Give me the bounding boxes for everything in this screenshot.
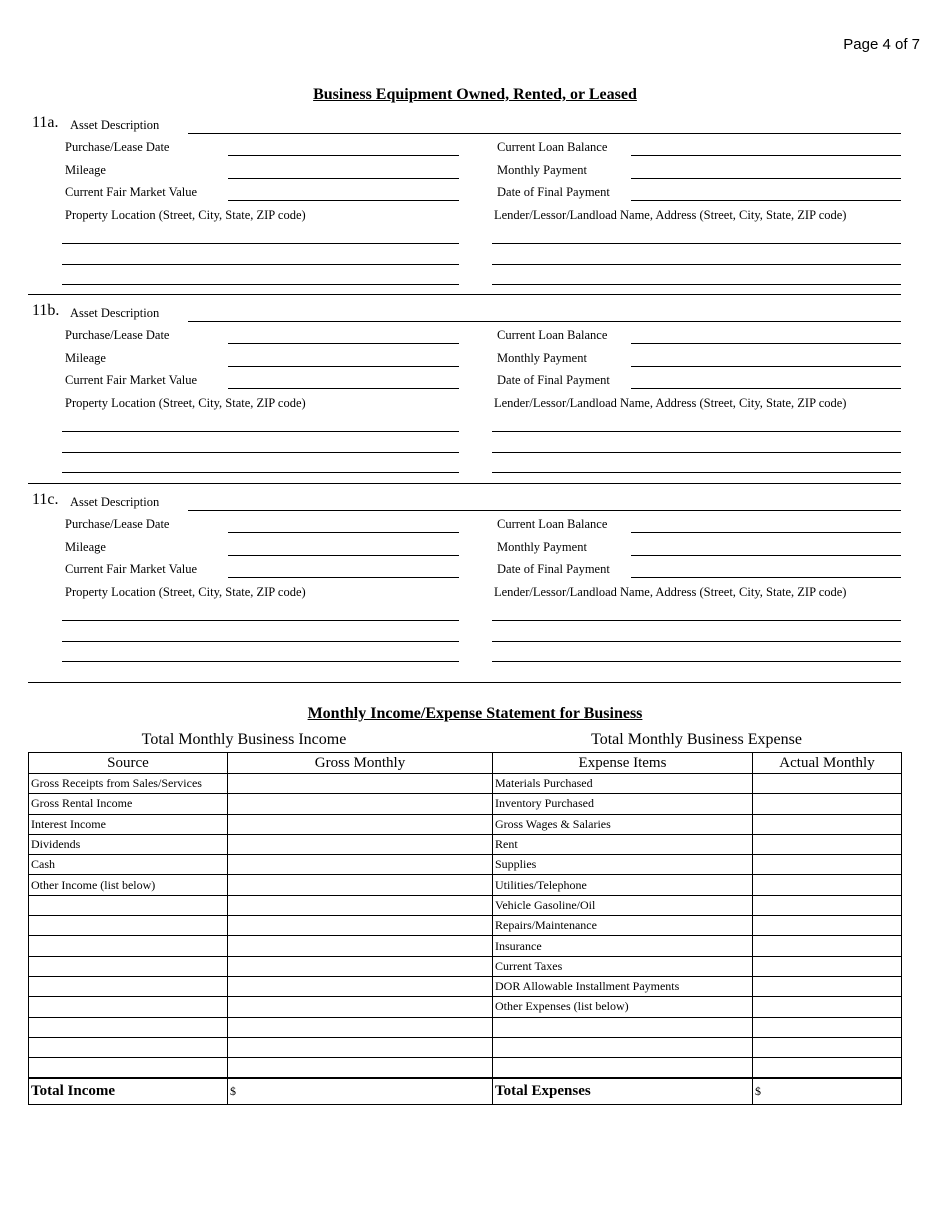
actual-monthly-cell[interactable] [753, 936, 902, 956]
actual-monthly-cell[interactable] [753, 895, 902, 915]
gross-monthly-cell[interactable] [228, 1037, 493, 1057]
source-cell: Cash [29, 855, 228, 875]
gross-monthly-cell[interactable] [228, 895, 493, 915]
date-final-payment-field[interactable] [631, 388, 901, 389]
monthly-payment-label: Monthly Payment [497, 540, 587, 554]
current-loan-balance-field[interactable] [631, 532, 901, 533]
property-location-label: Property Location (Street, City, State, ZIP code) [65, 208, 306, 222]
fair-market-value-field[interactable] [228, 577, 459, 578]
gross-monthly-cell[interactable] [228, 1017, 493, 1037]
date-final-payment-label: Date of Final Payment [497, 373, 610, 387]
lender-line-1[interactable] [492, 431, 901, 432]
table-row [29, 895, 902, 915]
expense-heading: Total Monthly Business Expense [591, 731, 802, 748]
mileage-field[interactable] [228, 178, 459, 179]
source-cell[interactable] [29, 976, 228, 996]
table-row [29, 1058, 902, 1079]
property-location-line-2[interactable] [62, 264, 459, 265]
property-location-line-2[interactable] [62, 641, 459, 642]
table-row [29, 875, 902, 895]
expense-item-cell: Insurance [493, 936, 753, 956]
fair-market-value-label: Current Fair Market Value [65, 562, 198, 576]
date-final-payment-field[interactable] [631, 577, 901, 578]
date-final-payment-label: Date of Final Payment [497, 185, 610, 199]
gross-monthly-cell[interactable] [228, 936, 493, 956]
source-cell[interactable] [29, 936, 228, 956]
source-cell[interactable] [29, 956, 228, 976]
lender-line-2[interactable] [492, 641, 901, 642]
expense-item-cell: Utilities/Telephone [493, 875, 753, 895]
income-expense-table [28, 752, 902, 1105]
expense-item-cell: Repairs/Maintenance [493, 916, 753, 936]
expense-item-cell[interactable] [493, 1058, 753, 1079]
source-cell[interactable] [29, 916, 228, 936]
section-divider [28, 682, 901, 683]
current-loan-balance-label: Current Loan Balance [497, 140, 608, 154]
gross-monthly-cell[interactable] [228, 774, 493, 794]
actual-monthly-cell[interactable] [753, 1058, 902, 1079]
mileage-label: Mileage [65, 163, 106, 177]
source-cell: Interest Income [29, 814, 228, 834]
monthly-payment-field[interactable] [631, 555, 901, 556]
gross-monthly-cell[interactable] [228, 834, 493, 854]
lender-line-3[interactable] [492, 472, 901, 473]
actual-monthly-cell[interactable] [753, 1017, 902, 1037]
lender-line-2[interactable] [492, 264, 901, 265]
table-row [29, 1017, 902, 1037]
table-row [29, 834, 902, 854]
source-cell: Other Income (list below) [29, 875, 228, 895]
source-cell[interactable] [29, 1058, 228, 1079]
asset-description-label: Asset Description [70, 495, 160, 509]
table-row [29, 936, 902, 956]
lender-line-2[interactable] [492, 452, 901, 453]
gross-monthly-cell[interactable] [228, 997, 493, 1017]
page-number: Page 4 of 7 [843, 36, 920, 53]
actual-monthly-cell[interactable] [753, 834, 902, 854]
expense-item-cell[interactable] [493, 1017, 753, 1037]
lender-line-3[interactable] [492, 661, 901, 662]
date-final-payment-label: Date of Final Payment [497, 562, 610, 576]
fair-market-value-label: Current Fair Market Value [65, 373, 198, 387]
current-loan-balance-label: Current Loan Balance [497, 517, 608, 531]
gross-monthly-cell[interactable] [228, 976, 493, 996]
expense-item-cell: Rent [493, 834, 753, 854]
actual-monthly-cell[interactable] [753, 1037, 902, 1057]
current-loan-balance-label: Current Loan Balance [497, 328, 608, 342]
mileage-field[interactable] [228, 366, 459, 367]
purchase-lease-date-label: Purchase/Lease Date [65, 140, 170, 154]
income-heading: Total Monthly Business Income [141, 731, 347, 748]
expense-item-cell: Gross Wages & Salaries [493, 814, 753, 834]
expense-item-cell: Vehicle Gasoline/Oil [493, 895, 753, 915]
actual-monthly-cell[interactable] [753, 794, 902, 814]
property-location-line-1[interactable] [62, 431, 459, 432]
actual-monthly-cell[interactable] [753, 997, 902, 1017]
asset-description-field[interactable] [188, 510, 901, 511]
source-cell[interactable] [29, 1037, 228, 1057]
expense-item-cell: Materials Purchased [493, 774, 753, 794]
source-cell: Dividends [29, 834, 228, 854]
asset-description-label: Asset Description [70, 306, 160, 320]
mileage-label: Mileage [65, 540, 106, 554]
expense-items-column-header: Expense Items [493, 753, 753, 774]
monthly-payment-field[interactable] [631, 178, 901, 179]
current-loan-balance-field[interactable] [631, 343, 901, 344]
table-row [29, 774, 902, 794]
table-row [29, 794, 902, 814]
actual-monthly-cell[interactable] [753, 855, 902, 875]
gross-monthly-column-header: Gross Monthly [228, 753, 493, 774]
expense-item-cell: Current Taxes [493, 956, 753, 976]
lender-line-1[interactable] [492, 620, 901, 621]
section-number: 11a. [32, 114, 59, 131]
total-expenses-label: Total Expenses [493, 1078, 753, 1105]
table-row [29, 814, 902, 834]
fair-market-value-label: Current Fair Market Value [65, 185, 198, 199]
expense-item-cell: Inventory Purchased [493, 794, 753, 814]
total-income-label: Total Income [29, 1078, 228, 1105]
gross-monthly-cell[interactable] [228, 875, 493, 895]
property-location-line-2[interactable] [62, 452, 459, 453]
total-row [29, 1078, 902, 1105]
expense-item-cell[interactable] [493, 1037, 753, 1057]
table-row [29, 976, 902, 996]
expense-item-cell: DOR Allowable Installment Payments [493, 976, 753, 996]
source-column-header: Source [29, 753, 228, 774]
mileage-label: Mileage [65, 351, 106, 365]
asset-description-field[interactable] [188, 321, 901, 322]
section-divider [28, 483, 901, 484]
fair-market-value-field[interactable] [228, 388, 459, 389]
gross-monthly-cell[interactable] [228, 916, 493, 936]
monthly-payment-label: Monthly Payment [497, 351, 587, 365]
gross-monthly-cell[interactable] [228, 956, 493, 976]
purchase-lease-date-field[interactable] [228, 532, 459, 533]
actual-monthly-cell[interactable] [753, 875, 902, 895]
property-location-line-1[interactable] [62, 620, 459, 621]
table-row [29, 855, 902, 875]
property-location-line-3[interactable] [62, 472, 459, 473]
monthly-payment-label: Monthly Payment [497, 163, 587, 177]
section-number: 11c. [32, 491, 59, 508]
source-cell[interactable] [29, 895, 228, 915]
asset-description-label: Asset Description [70, 118, 160, 132]
actual-monthly-cell[interactable] [753, 814, 902, 834]
actual-monthly-cell[interactable] [753, 976, 902, 996]
purchase-lease-date-field[interactable] [228, 343, 459, 344]
lender-label: Lender/Lessor/Landload Name, Address (Street, City, State, ZIP code) [494, 208, 847, 222]
property-location-line-1[interactable] [62, 243, 459, 244]
date-final-payment-field[interactable] [631, 200, 901, 201]
actual-monthly-cell[interactable] [753, 956, 902, 976]
current-loan-balance-field[interactable] [631, 155, 901, 156]
purchase-lease-date-label: Purchase/Lease Date [65, 517, 170, 531]
monthly-payment-field[interactable] [631, 366, 901, 367]
income-expense-title: Monthly Income/Expense Statement for Business [307, 705, 643, 722]
section-number: 11b. [32, 302, 60, 319]
asset-description-field[interactable] [188, 133, 901, 134]
lender-label: Lender/Lessor/Landload Name, Address (Street, City, State, ZIP code) [494, 585, 847, 599]
property-location-label: Property Location (Street, City, State, ZIP code) [65, 396, 306, 410]
source-cell[interactable] [29, 997, 228, 1017]
mileage-field[interactable] [228, 555, 459, 556]
property-location-line-3[interactable] [62, 284, 459, 285]
lender-line-3[interactable] [492, 284, 901, 285]
source-cell[interactable] [29, 1017, 228, 1037]
expense-item-cell: Other Expenses (list below) [493, 997, 753, 1017]
fair-market-value-field[interactable] [228, 200, 459, 201]
property-location-label: Property Location (Street, City, State, ZIP code) [65, 585, 306, 599]
actual-monthly-cell[interactable] [753, 774, 902, 794]
equipment-title: Business Equipment Owned, Rented, or Leased [313, 86, 637, 103]
property-location-line-3[interactable] [62, 661, 459, 662]
gross-monthly-cell[interactable] [228, 794, 493, 814]
table-header-row [29, 753, 902, 774]
lender-label: Lender/Lessor/Landload Name, Address (Street, City, State, ZIP code) [494, 396, 847, 410]
gross-monthly-cell[interactable] [228, 855, 493, 875]
total-income-field[interactable]: $ [228, 1078, 493, 1105]
section-divider [28, 294, 901, 295]
actual-monthly-cell[interactable] [753, 916, 902, 936]
purchase-lease-date-label: Purchase/Lease Date [65, 328, 170, 342]
source-cell: Gross Rental Income [29, 794, 228, 814]
lender-line-1[interactable] [492, 243, 901, 244]
table-row [29, 956, 902, 976]
table-row [29, 916, 902, 936]
source-cell: Gross Receipts from Sales/Services [29, 774, 228, 794]
gross-monthly-cell[interactable] [228, 814, 493, 834]
table-row [29, 997, 902, 1017]
actual-monthly-column-header: Actual Monthly [753, 753, 902, 774]
purchase-lease-date-field[interactable] [228, 155, 459, 156]
gross-monthly-cell[interactable] [228, 1058, 493, 1079]
table-row [29, 1037, 902, 1057]
total-expenses-field[interactable]: $ [753, 1078, 902, 1105]
expense-item-cell: Supplies [493, 855, 753, 875]
